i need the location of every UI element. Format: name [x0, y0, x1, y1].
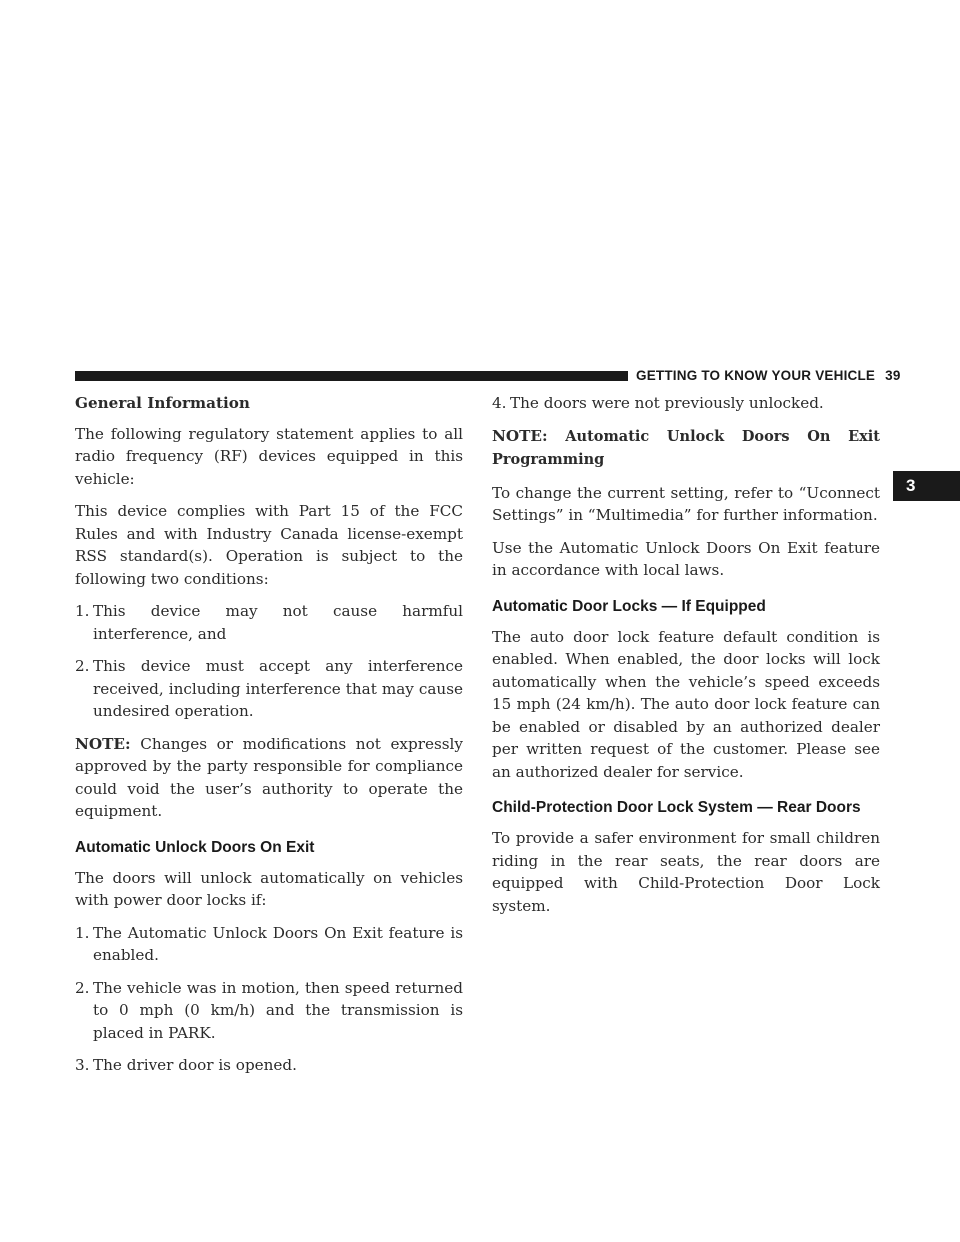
- automatic-door-locks-text: The auto door lock feature default condition is enabled. When enabled, the door locks will lock automatically when the vehicle’s speed exceeds 15 mph (24 km/h). The auto door lock feature can be enabled or disabled by an authorized dealer per written request of the customer. Please see an authorized dealer for service.: [492, 627, 880, 781]
- list-item: 1. This device may not cause harmful interference, and: [75, 602, 463, 643]
- regulatory-intro: The following regulatory statement applies to all radio frequency (RF) devices equipped in this vehicle:: [75, 424, 463, 488]
- general-information-heading: General Information: [75, 394, 250, 412]
- note-paragraph: [75, 733, 463, 823]
- change-setting-text: To change the current setting, refer to “Uconnect Settings” in “Multimedia” for further information.: [492, 483, 880, 524]
- automatic-door-locks-heading: Automatic Door Locks — If Equipped: [492, 597, 766, 615]
- note-label: NOTE:: [75, 734, 131, 753]
- page-number: 39: [885, 368, 901, 383]
- running-header: [636, 368, 901, 383]
- note-label: NOTE:: [492, 426, 548, 445]
- list-item: 2. The vehicle was in motion, then speed returned to 0 mph (0 km/h) and the transmission is placed in PARK.: [75, 978, 463, 1042]
- unlock-intro: The doors will unlock automatically on vehicles with power door locks if:: [75, 868, 463, 909]
- header-rule: [75, 371, 628, 381]
- list-item: 3. The driver door is opened.: [75, 1056, 297, 1074]
- list-item: 2. This device must accept any interference received, including interference that may cause undesired operation.: [75, 657, 463, 720]
- chapter-tab: [893, 471, 960, 501]
- list-item: 1. The Automatic Unlock Doors On Exit feature is enabled.: [75, 923, 463, 964]
- local-laws-text: Use the Automatic Unlock Doors On Exit feature in accordance with local laws.: [492, 538, 880, 579]
- child-protection-text: To provide a safer environment for small children riding in the rear seats, the rear doors are equipped with Child-Protection Door Lock system.: [492, 829, 880, 915]
- section-title: GETTING TO KNOW YOUR VEHICLE: [636, 368, 876, 383]
- right-column: [492, 392, 880, 927]
- fcc-compliance-text: This device complies with Part 15 of the FCC Rules and with Industry Canada license-exempt RSS standard(s). Operation is subject to the following two conditions:: [75, 502, 463, 588]
- child-protection-heading: Child-Protection Door Lock System — Rear Doors: [492, 799, 861, 816]
- list-item: 4. The doors were not previously unlocked.: [492, 394, 824, 412]
- left-column: [75, 392, 463, 1087]
- note-title: Automatic Unlock Doors On Exit Programming: [492, 427, 880, 468]
- chapter-number: 3: [906, 476, 916, 495]
- unlock-doors-heading: Automatic Unlock Doors On Exit: [75, 838, 315, 856]
- note-text: Changes or modifications not expressly approved by the party responsible for compliance could void the user’s authority to operate the equipment.: [75, 734, 463, 820]
- programming-note: [492, 425, 880, 472]
